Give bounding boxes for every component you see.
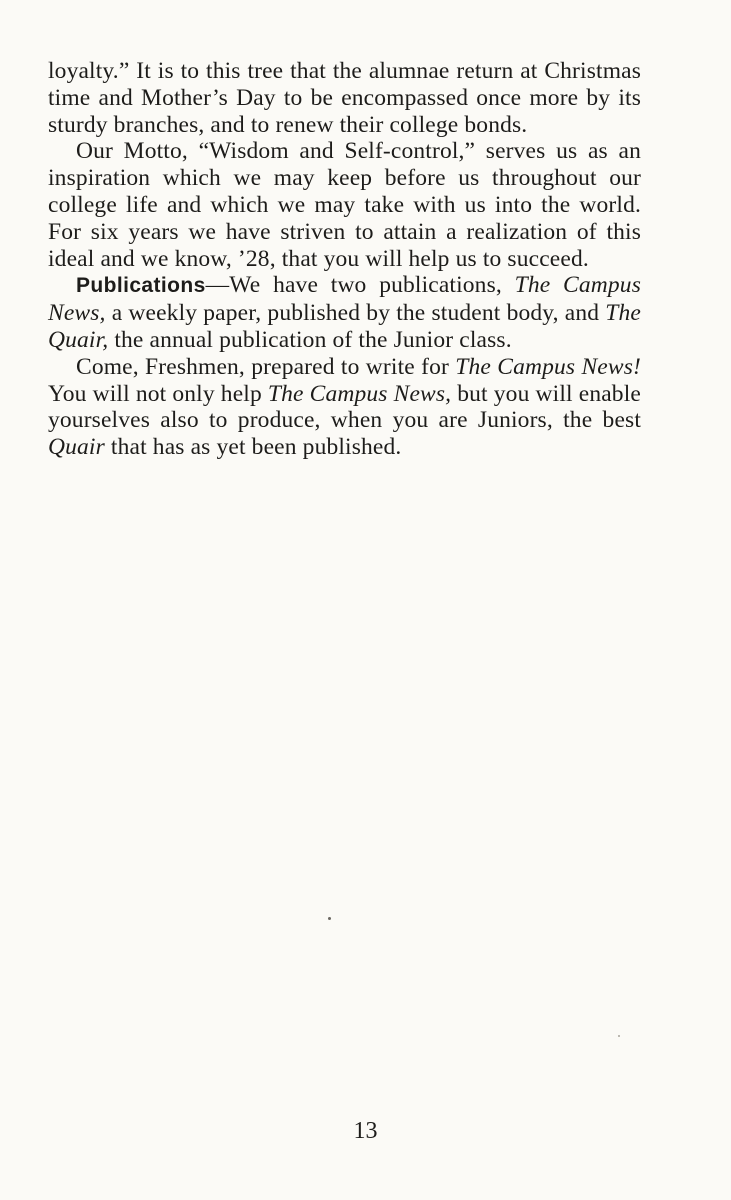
- freshmen-end: that has as yet been published.: [104, 434, 402, 461]
- paragraph-loyalty-text: loyalty.” It is to this tree that the alumnae return at Christmas time and Mother’s Day to be encompassed once more by its sturdy branches, and to renew their college bonds.: [48, 58, 641, 138]
- paragraph-freshmen: [48, 354, 641, 461]
- paper-speck: [618, 1035, 620, 1037]
- quair-title: The Quair,: [48, 300, 641, 353]
- page-number: 13: [353, 1118, 378, 1144]
- campus-news-title-second: The Campus News,: [267, 380, 452, 407]
- body-text: [48, 58, 641, 461]
- paragraph-publications: [48, 272, 641, 353]
- freshmen-middle: You will not only help: [48, 380, 268, 407]
- campus-news-title: The Campus News,: [48, 272, 641, 327]
- paragraph-loyalty: [48, 58, 641, 138]
- quair-title-second: Quair: [48, 434, 105, 461]
- paper-speck: [328, 917, 331, 920]
- freshmen-intro: Come, Freshmen, prepared to write for: [76, 353, 456, 380]
- publications-end: the annual publication of the Junior class.: [108, 326, 512, 353]
- paragraph-motto: [48, 138, 641, 272]
- paragraph-motto-text: Our Motto, “Wisdom and Self-control,” serves us as an inspiration which we may keep before us throughout our college life and which we may take with us into the world. For six years we have striven to attain a realization of this ideal and we know, ’28, that you will help us to succeed.: [48, 138, 641, 272]
- publications-heading: Publications: [76, 274, 206, 298]
- freshmen-middle-2: but you will enable yourselves also to produce, when you are Juniors, the best: [48, 380, 641, 434]
- campus-news-title-exclaim: The Campus News!: [455, 353, 641, 380]
- publications-middle: a weekly paper, published by the student body, and: [105, 300, 606, 327]
- publications-intro: —We have two publications,: [205, 272, 515, 299]
